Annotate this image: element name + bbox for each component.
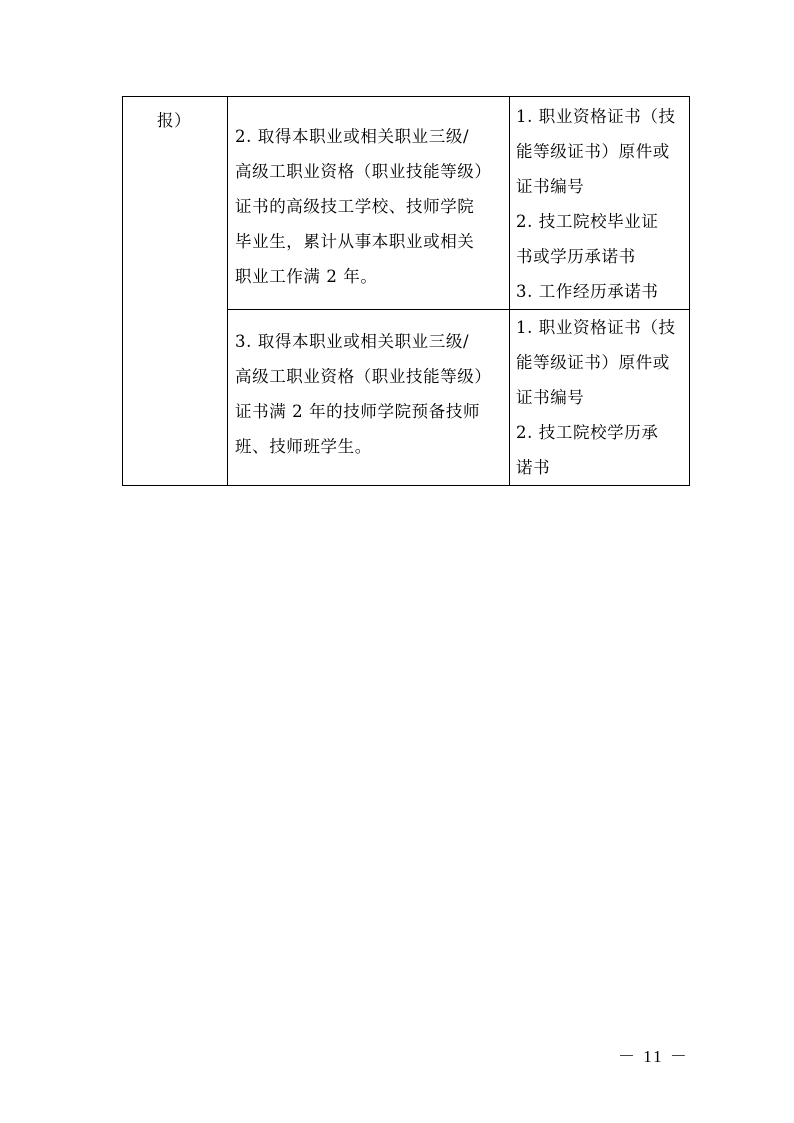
page-number: － 11 － [618, 1047, 689, 1066]
requirements-table-container [122, 96, 689, 486]
condition-cell [228, 97, 510, 310]
condition-text: 3. 取得本职业或相关职业三级/ 高级工职业资格（职业技能等级） 证书满 2 年的技师学院预备技师 班、技师班学生。 [235, 332, 492, 456]
materials-text: 1. 职业资格证书（技 能等级证书）原件或 证书编号 2. 技工院校学历承 诺书 [516, 318, 676, 477]
category-label: 报） [157, 111, 192, 130]
requirements-table [122, 96, 690, 486]
condition-text: 2. 取得本职业或相关职业三级/ 高级工职业资格（职业技能等级） 证书的高级技工学校、技师学院 毕业生，累计从事本职业或相关 职业工作满 2 年。 [235, 127, 492, 286]
condition-cell [228, 310, 510, 486]
materials-text: 1. 职业资格证书（技 能等级证书）原件或 证书编号 2. 技工院校毕业证 书或学历承诺书 3. 工作经历承诺书 [516, 107, 676, 301]
category-cell [123, 97, 228, 486]
materials-cell [510, 310, 690, 486]
table-row [123, 97, 690, 310]
materials-cell [510, 97, 690, 310]
